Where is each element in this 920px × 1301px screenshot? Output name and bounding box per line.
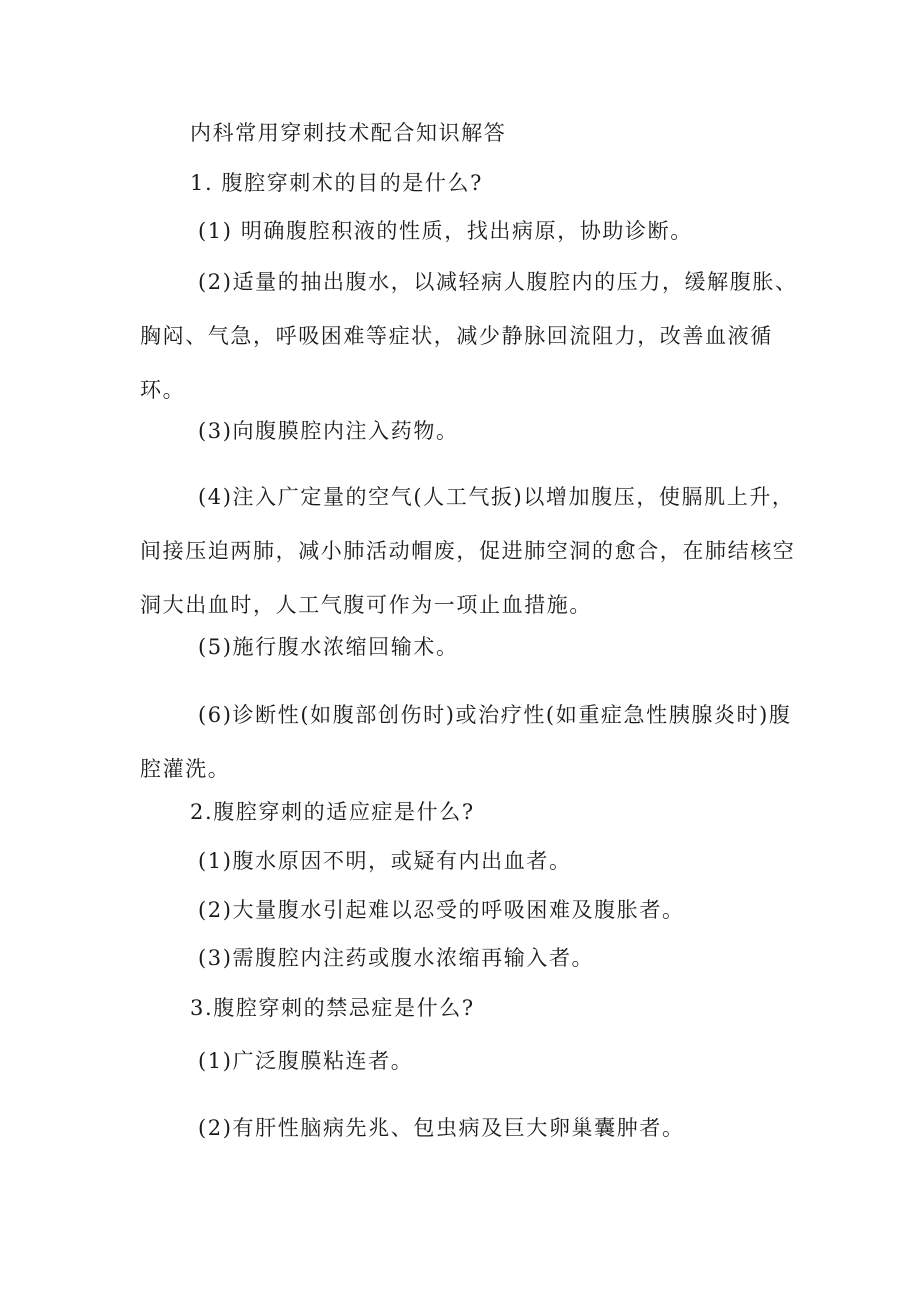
section-1-item-3: (3)向腹膜腔内注入药物。 (198, 419, 459, 443)
section-1-item-1: (1) 明确腹腔积液的性质，找出病原，协助诊断。 (198, 219, 693, 243)
section-1-item-4: (4)注入广定量的空气(人工气扳)以增加腹压，使膈肌上升，间接压迫两肺，减小肺活动帽废，促进肺空洞的愈合，在肺结核空洞大出血时，人工气腹可作为一项止血措施。 (140, 485, 796, 617)
section-1-item-2: (2)适量的抽出腹水，以减轻病人腹腔内的压力，缓解腹胀、胸闷、气急，呼吸困难等症状，减少静脉回流阻力，改善血液循环。 (140, 270, 798, 402)
section-1-item-6: (6)诊断性(如腹部创伤时)或治疗性(如重症急性胰腺炎时)腹腔灌洗。 (140, 703, 792, 781)
section-2-item-1: (1)腹水原因不明，或疑有内出血者。 (198, 849, 572, 873)
section-1-item-5: (5)施行腹水浓缩回输术。 (198, 635, 459, 659)
section-3-item-1: (1)广泛腹膜粘连者。 (198, 1049, 414, 1073)
section-3-heading: 3.腹腔穿刺的禁忌症是什么? (190, 996, 475, 1020)
section-1-heading: 1. 腹腔穿刺术的目的是什么? (190, 171, 483, 195)
section-3-item-2: (2)有肝性脑病先兆、包虫病及巨大卵巢囊肿者。 (198, 1116, 685, 1140)
section-2-heading: 2.腹腔穿刺的适应症是什么? (190, 800, 475, 824)
section-2-item-2: (2)大量腹水引起难以忍受的呼吸困难及腹胀者。 (198, 898, 685, 922)
section-2-item-3: (3)需腹腔内注药或腹水浓缩再输入者。 (198, 946, 595, 970)
document-title: 内科常用穿刺技术配合知识解答 (190, 121, 507, 145)
